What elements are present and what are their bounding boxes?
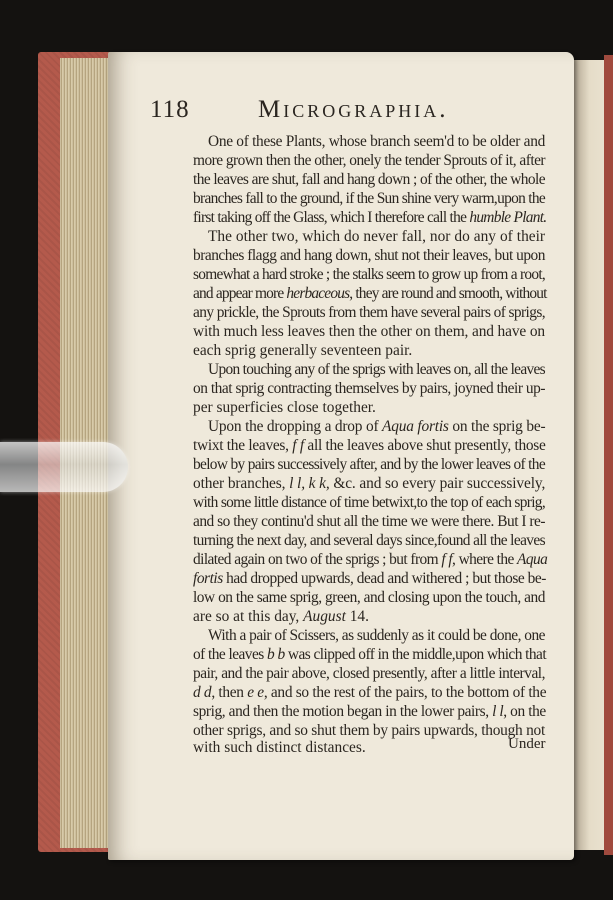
text-line: other sprigs, and so shut them by pairs upwards, though not <box>193 722 545 739</box>
text-line: somewhat a hard stroke ; the stalks seem to grow up from a root, <box>193 266 545 283</box>
text-line: are so at this day, August 14. <box>193 608 369 625</box>
text-line: with such distinct distances. <box>193 739 366 756</box>
page-clip <box>0 442 128 492</box>
text-line: and appear more herbaceous, they are round and smooth, without <box>193 285 547 302</box>
text-line: One of these Plants, whose branch seem'd to be older and <box>208 133 545 150</box>
catchword: Under <box>508 736 546 752</box>
text-line: Upon the dropping a drop of Aqua fortis on the sprig be- <box>208 418 546 435</box>
text-line: twixt the leaves, f f all the leaves above shut presently, those <box>193 437 546 454</box>
running-title: Micrographia. <box>258 96 449 123</box>
text-line: branches flagg and hang down, shut not their leaves, but upon <box>193 247 545 264</box>
text-line: with some little distance of time betwixt,to the top of each sprig, <box>193 494 545 511</box>
text-line: Upon touching any of the sprigs with leaves on, all the leaves <box>208 361 545 378</box>
text-line: of the leaves b b was clipped off in the middle,upon which that <box>193 646 547 663</box>
text-line: per superficies close together. <box>193 399 376 416</box>
text-line: on that sprig contracting themselves by pairs, joyned their up- <box>193 380 545 397</box>
text-line: turning the next day, and several days since,found all the leaves <box>193 532 545 549</box>
page-number: 118 <box>150 96 190 123</box>
text-line: dilated again on two of the sprigs ; but from f f, where the Aqua <box>193 551 548 568</box>
text-line: the leaves are shut, fall and hang down ; of the other, the whole <box>193 171 545 188</box>
text-line: With a pair of Scissers, as suddenly as it could be done, one <box>208 627 545 644</box>
text-line: d d, then e e, and so the rest of the pairs, to the bottom of the <box>193 684 547 701</box>
text-line: other branches, l l, k k, &c. and so every pair successively, <box>193 475 546 492</box>
text-line: The other two, which do never fall, nor do any of their <box>208 228 545 245</box>
text-line: branches fall to the ground, if the Sun shine very warm,upon the <box>193 190 545 207</box>
text-line: fortis had dropped upwards, dead and withered ; but those be- <box>193 570 546 587</box>
text-line: low on the same sprig, green, and closing upon the touch, and <box>193 589 545 606</box>
text-line: first taking off the Glass, which I therefore call the humble Plant. <box>193 209 547 226</box>
text-line: pair, and the pair above, closed presently, after a little interval, <box>193 665 545 682</box>
text-line: each sprig generally seventeen pair. <box>193 342 413 359</box>
text-line: and so they continu'd shut all the time we were there. But I re- <box>193 513 545 530</box>
text-line: sprig, and then the motion began in the lower pairs, l l, on the <box>193 703 546 720</box>
text-line: any prickle, the Sprouts from them have several pairs of sprigs, <box>193 304 545 321</box>
text-line: with much less leaves then the other on them, and have on <box>193 323 545 340</box>
text-line: below by pairs successively after, and by the lower leaves of the <box>193 456 545 473</box>
text-line: more grown then the other, onely the tender Sprouts of it, after <box>193 152 545 169</box>
